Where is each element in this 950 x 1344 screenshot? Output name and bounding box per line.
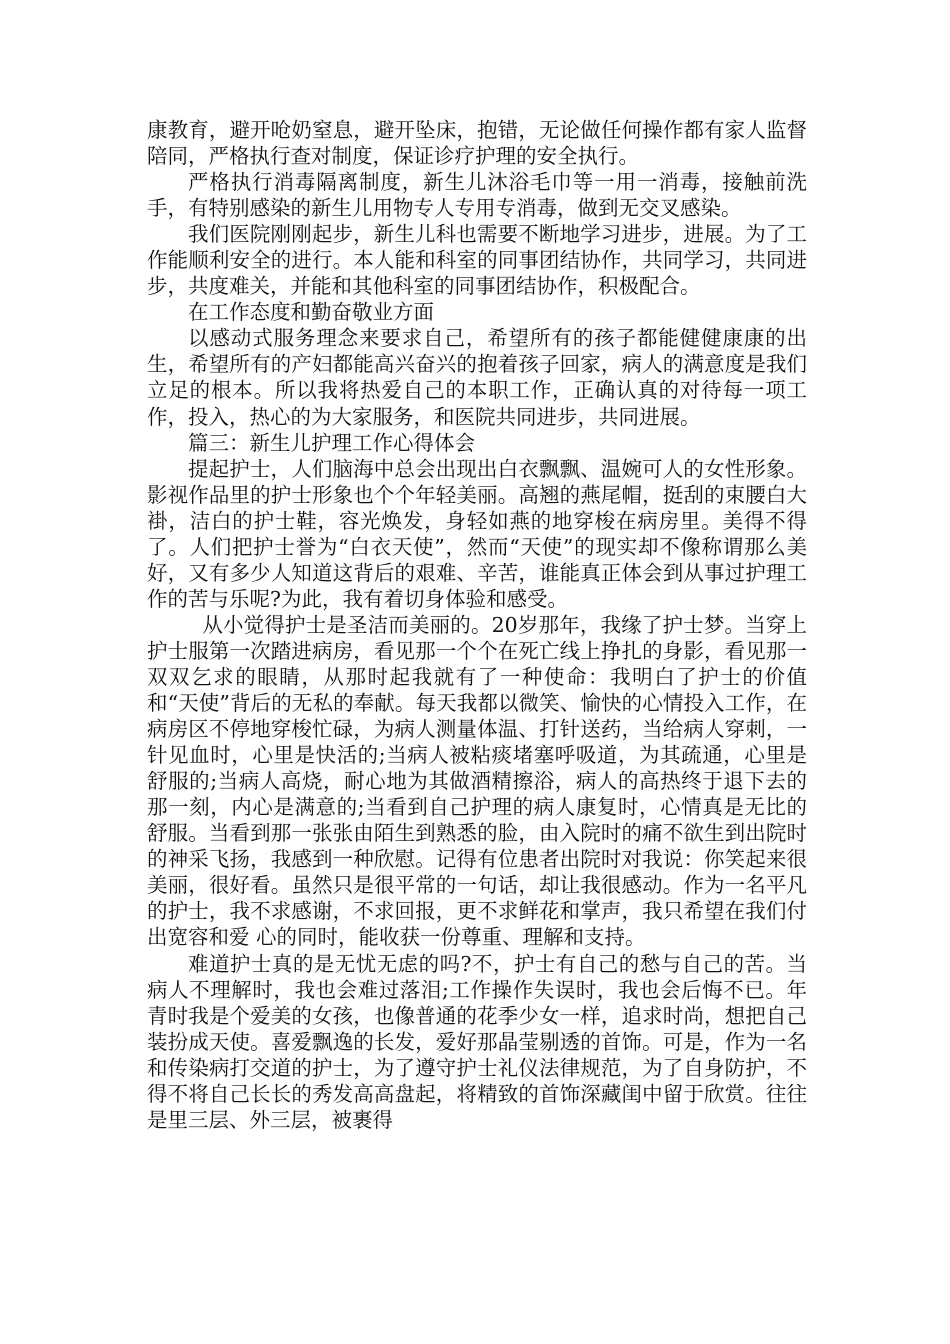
paragraph-nurse-dream: 从小觉得护士是圣洁而美丽的。20岁那年，我缘了护士梦。当穿上护士服第一次踏进病房，看见那一个个在死亡线上挣扎的身影，看见那一双双乞求的眼睛，从那时起我就有了一种使命：我明白了护士的价值和“天使”背后的无私的奉献。每天我都以微笑、愉快的心情投入工作，在病房区不停地穿梭忙碌，为病人测量体温、打针送药，当给病人穿刺，一针见血时，心里是快活的;当病人被粘痰堵塞呼吸道，为其疏通，心里是舒服的;当病人高烧，耐心地为其做酒精擦浴，病人的高热终于退下去的那一刻，内心是满意的;当看到自己护理的病人康复时，心情真是无比的舒服。当看到那一张张由陌生到熟悉的脸，由入院时的痛不欲生到出院时的神采飞扬，我感到一种欣慰。记得有位患者出院时对我说：你笑起来很美丽，很好看。虽然只是很平常的一句话，却让我很感动。作为一名平凡的护士，我不求感谢，不求回报，更不求鲜花和掌声，我只希望在我们付出宽容和爱 心的同时，能收获一份尊重、理解和支持。 — [147, 612, 807, 950]
section-heading-work-attitude: 在工作态度和勤奋敬业方面 — [188, 300, 434, 325]
paragraph-teamwork: 我们医院刚刚起步，新生儿科也需要不断地学习进步，进展。为了工作能顺利安全的进行。本人能和科室的同事团结协作，共同学习，共同进步，共度难关，并能和其他科室的同事团结协作，积极配合。 — [147, 222, 807, 299]
paragraph-disinfection: 严格执行消毒隔离制度，新生儿沐浴毛巾等一用一消毒，接触前洗手，有特别感染的新生儿用物专人专用专消毒，做到无交叉感染。 — [147, 170, 807, 221]
paragraph-nurse-hardship: 难道护士真的是无忧无虑的吗?不，护士有自己的愁与自己的苦。当病人不理解时，我也会难过落泪;工作操作失误时，我也会后悔不已。年青时我是个爱美的女孩，也像普通的花季少女一样，追求时尚，想把自己装扮成天使。喜爱飘逸的长发，爱好那晶莹剔透的首饰。可是，作为一名和传染病打交道的护士，为了遵守护士礼仪法律规范，为了自身防护，不得不将自己长长的秀发高高盘起，将精致的首饰深藏闺中留于欣赏。往往是里三层、外三层，被裹得 — [147, 951, 807, 1132]
paragraph-health-education: 康教育，避开呛奶窒息，避开坠床，抱错，无论做任何操作都有家人监督陪同，严格执行查对制度，保证诊疗护理的安全执行。 — [147, 118, 807, 169]
document-body — [147, 117, 807, 1133]
paragraph-service-philosophy: 以感动式服务理念来要求自己，希望所有的孩子都能健健康康的出生，希望所有的产妇都能高兴奋兴的抱着孩子回家，病人的满意度是我们立足的根本。所以我将热爱自己的本职工作，正确认真的对待每一项工作，投入，热心的为大家服务，和医院共同进步，共同进展。 — [147, 326, 807, 429]
paragraph-nurse-image: 提起护士，人们脑海中总会出现出白衣飘飘、温婉可人的女性形象。影视作品里的护士形象也个个年轻美丽。高翘的燕尾帽，挺刮的束腰白大褂，洁白的护士鞋，容光焕发，身轻如燕的地穿梭在病房里。美得不得了。人们把护士誉为“白衣天使”，然而“天使”的现实却不像称谓那么美好，又有多少人知道这背后的艰难、辛苦，谁能真正体会到从事过护理工作的苦与乐呢?为此，我有着切身体验和感受。 — [147, 456, 807, 611]
section-heading-part-three: 篇三：新生儿护理工作心得体会 — [188, 430, 475, 455]
